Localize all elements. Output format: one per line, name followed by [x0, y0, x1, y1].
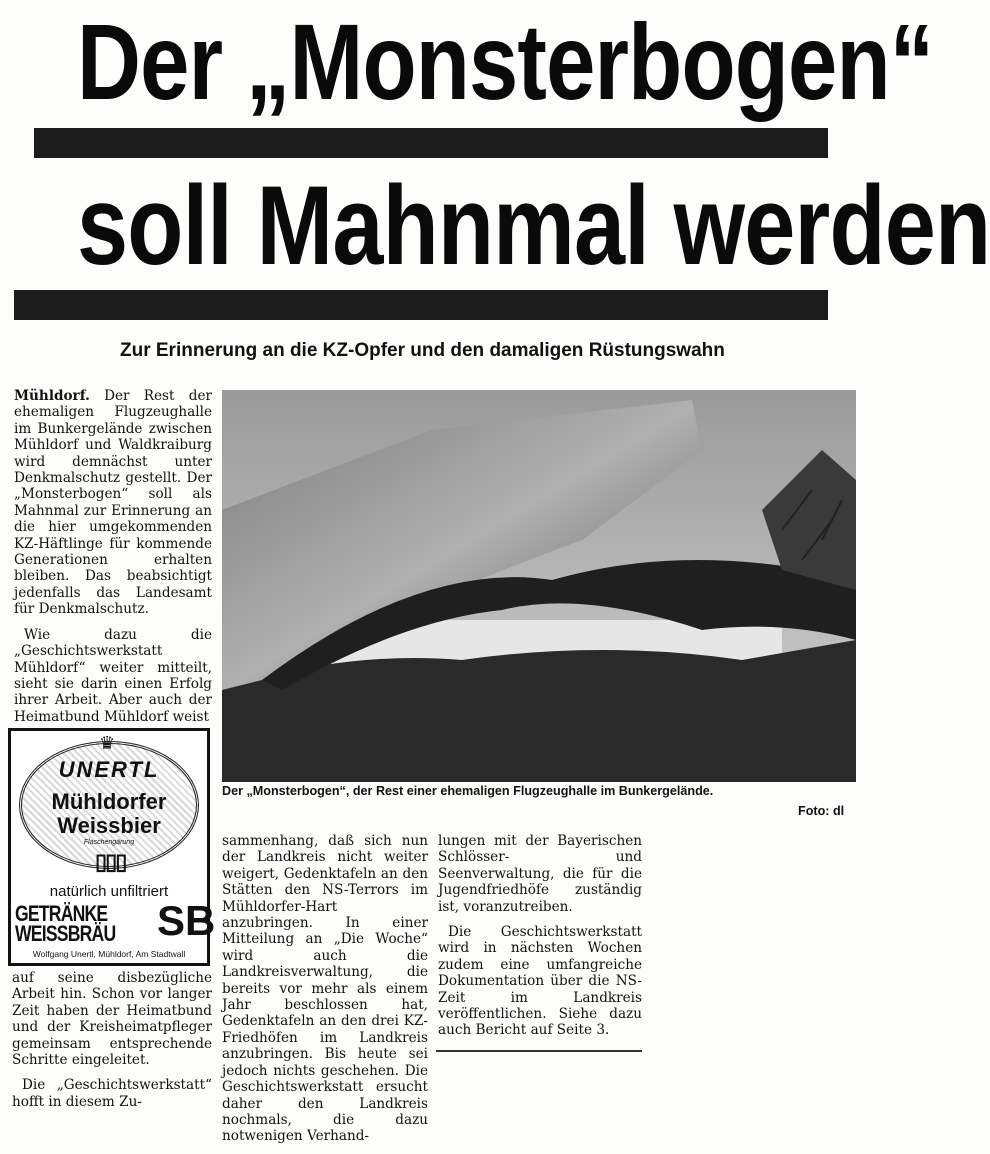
- beer-advertisement: [8, 728, 216, 966]
- ad-slogan: natürlich unfiltriert: [49, 883, 169, 900]
- ad-brand-line-2: WEISSBRÄU: [15, 921, 116, 946]
- headline-line-2: soll Mahnmal werden: [77, 163, 990, 288]
- beer-glasses-icon: ▯▯▯: [95, 849, 126, 874]
- article-paragraph: [14, 388, 212, 618]
- article-column-right: [438, 833, 642, 1048]
- monsterbogen-photo: [222, 390, 856, 782]
- dateline: Mühldorf.: [14, 388, 90, 404]
- ad-address: Wolfgang Unertl, Mühldorf, Am Stadtwall: [32, 949, 186, 959]
- article-paragraph: auf seine disbezügliche Arbeit hin. Schon vor langer Zeit haben der Heimatbund und der Kreisheimatpfleger gemeinsam entsprechende Schritte eingeleitet.: [12, 970, 212, 1069]
- article-column-left-top: [14, 388, 212, 734]
- photo-caption: Der „Monsterbogen“, der Rest einer ehemaligen Flugzeughalle im Bunkergelände.: [222, 784, 714, 798]
- article-paragraph: Die „Geschichtswerkstatt“ hofft in diesem Zu-: [12, 1077, 212, 1110]
- photo-image: [222, 390, 856, 782]
- ad-unertl-logo: UNERTL: [58, 757, 160, 782]
- ad-brand-mark: SB: [157, 897, 216, 944]
- article-paragraph: Wie dazu die „Geschichtswerkstatt Mühldorf“ weiter mitteilt, sieht sie darin einen Erfolg ihrer Arbeit. Aber auch der Heimatbund Mühldorf weist: [14, 626, 212, 725]
- headline-rule-top: [34, 128, 828, 158]
- ad-product-name-2: Weissbier: [57, 813, 161, 838]
- article-column-middle: [222, 833, 428, 1154]
- headline-rule-bottom: [14, 290, 828, 320]
- ad-small-text: Flaschengärung: [83, 839, 135, 846]
- ad-product-name-1: Mühldorfer: [51, 789, 167, 814]
- subheadline: Zur Erinnerung an die KZ-Opfer und den damaligen Rüstungswahn: [120, 340, 725, 361]
- article-text: Der Rest der ehemaligen Flugzeughalle im Bunkergelände zwischen Mühldorf und Waldkraiburg wird demnächst unter Denkmalschutz gestellt. Der „Monsterbogen“ soll als Mahnmal zur Erinnerung an die hier umgekommenden KZ-Häftlinge für kommende Generationen erhalten bleiben. Das beabsichtigt jedenfalls das Landesamt für Denkmalschutz.: [14, 388, 212, 618]
- headline-line-1: Der „Monsterbogen“: [77, 1, 934, 122]
- article-paragraph: sammenhang, daß sich nun der Landkreis nicht weiter weigert, Gedenktafeln an den Stätten den NS-Terrors im Mühldorfer-Hart anzubringen. In einer Mitteilung an „Die Woche“ wird auch die Landkreisverwaltung, die bereits vor mehr als einem Jahr beschlossen hat, Gedenktafeln an den drei KZ-Friedhöfen im Landkreis anzubringen. Bis heute sei jedoch nichts geschehen. Die Geschichtswerkstatt ersucht daher den Landkreis nochmals, die dazu notwenigen Verhand-: [222, 833, 428, 1145]
- ad-brand-line-1: GETRÄNKE: [15, 901, 108, 926]
- crown-icon: ♛: [99, 733, 116, 753]
- article-paragraph: lungen mit der Bayerischen Schlösser- und Seenverwaltung, die für die Jugendfriedhöfe zuständig ist, voranzutreiben.: [438, 833, 642, 915]
- article-column-left-bottom: [12, 970, 212, 1119]
- article-paragraph: Die Geschichtswerkstatt wird in nächsten Wochen zudem eine umfangreiche Dokumentation über die NS-Zeit im Landkreis veröffentlichen. Siehe dazu auch Bericht auf Seite 3.: [438, 924, 642, 1039]
- column-end-rule: [436, 1050, 642, 1052]
- photo-credit: Foto: dl: [798, 804, 845, 818]
